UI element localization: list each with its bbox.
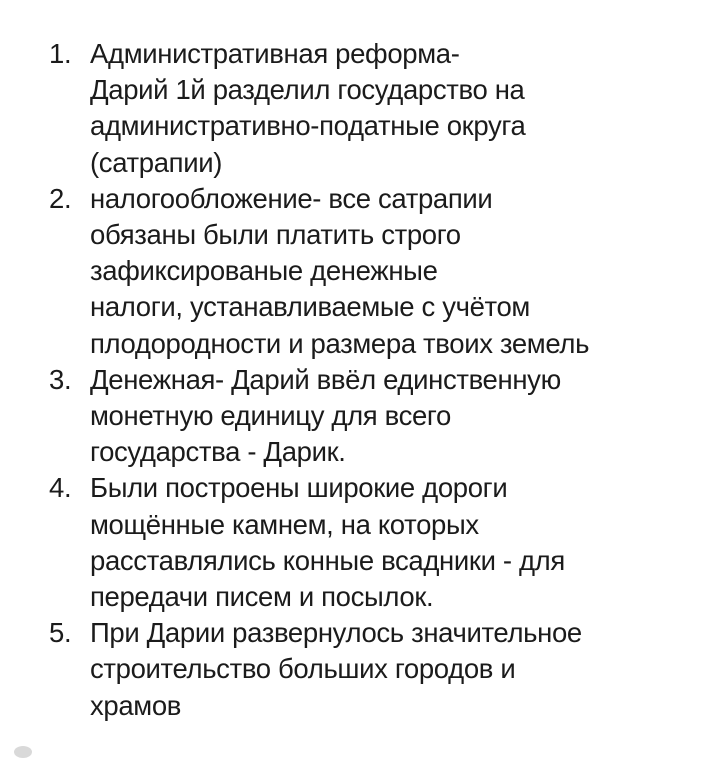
list-item-text-line: храмов xyxy=(90,689,182,721)
list-item-text-line: зафиксированые денежные xyxy=(90,255,438,287)
list-item-text-line: Административная реформа- xyxy=(90,38,460,69)
list-item-text-line: административно-податные округа xyxy=(90,110,526,142)
list-item-number: 1. xyxy=(49,38,72,69)
list-item-number: 5. xyxy=(49,617,72,649)
list-item xyxy=(0,36,713,181)
list-item xyxy=(0,615,713,724)
list-item-text-line: Были построены широкие дороги xyxy=(90,472,508,504)
list-item-text-line: мощённые камнем, на которых xyxy=(90,508,479,540)
list-item-number: 4. xyxy=(49,472,72,504)
list-item-text-line: Денежная- Дарий ввёл единственную xyxy=(90,363,561,395)
cropped-glyph-fragment xyxy=(14,746,32,758)
numbered-list xyxy=(0,36,713,724)
list-item-text-line: монетную единицу для всего xyxy=(90,400,451,432)
list-item-text-line: обязаны были платить строго xyxy=(90,219,461,251)
list-item-text-line: плодородности и размера твоих земель xyxy=(90,327,590,359)
list-item-text-line: расставлялись конные всадники - для xyxy=(90,544,565,576)
list-item-number: 3. xyxy=(49,363,72,395)
list-item-number: 2. xyxy=(49,182,72,214)
list-item xyxy=(0,362,713,471)
list-item-text-line: (сатрапии) xyxy=(90,146,223,178)
list-item-text-line: передачи писем и посылок. xyxy=(90,581,434,613)
list-item-text-line: При Дарии развернулось значительное xyxy=(90,617,582,649)
list-item-text-line: налогообложение- все сатрапии xyxy=(90,182,493,214)
list-item xyxy=(0,181,713,362)
list-item-text-line: государства - Дарик. xyxy=(90,436,346,468)
list-item-text-line: Дарий 1й разделил государство на xyxy=(90,74,525,106)
list-item-text-line: налоги, устанавливаемые с учётом xyxy=(90,291,530,323)
list-item-text-line: строительство больших городов и xyxy=(90,653,516,685)
list-item xyxy=(0,470,713,615)
